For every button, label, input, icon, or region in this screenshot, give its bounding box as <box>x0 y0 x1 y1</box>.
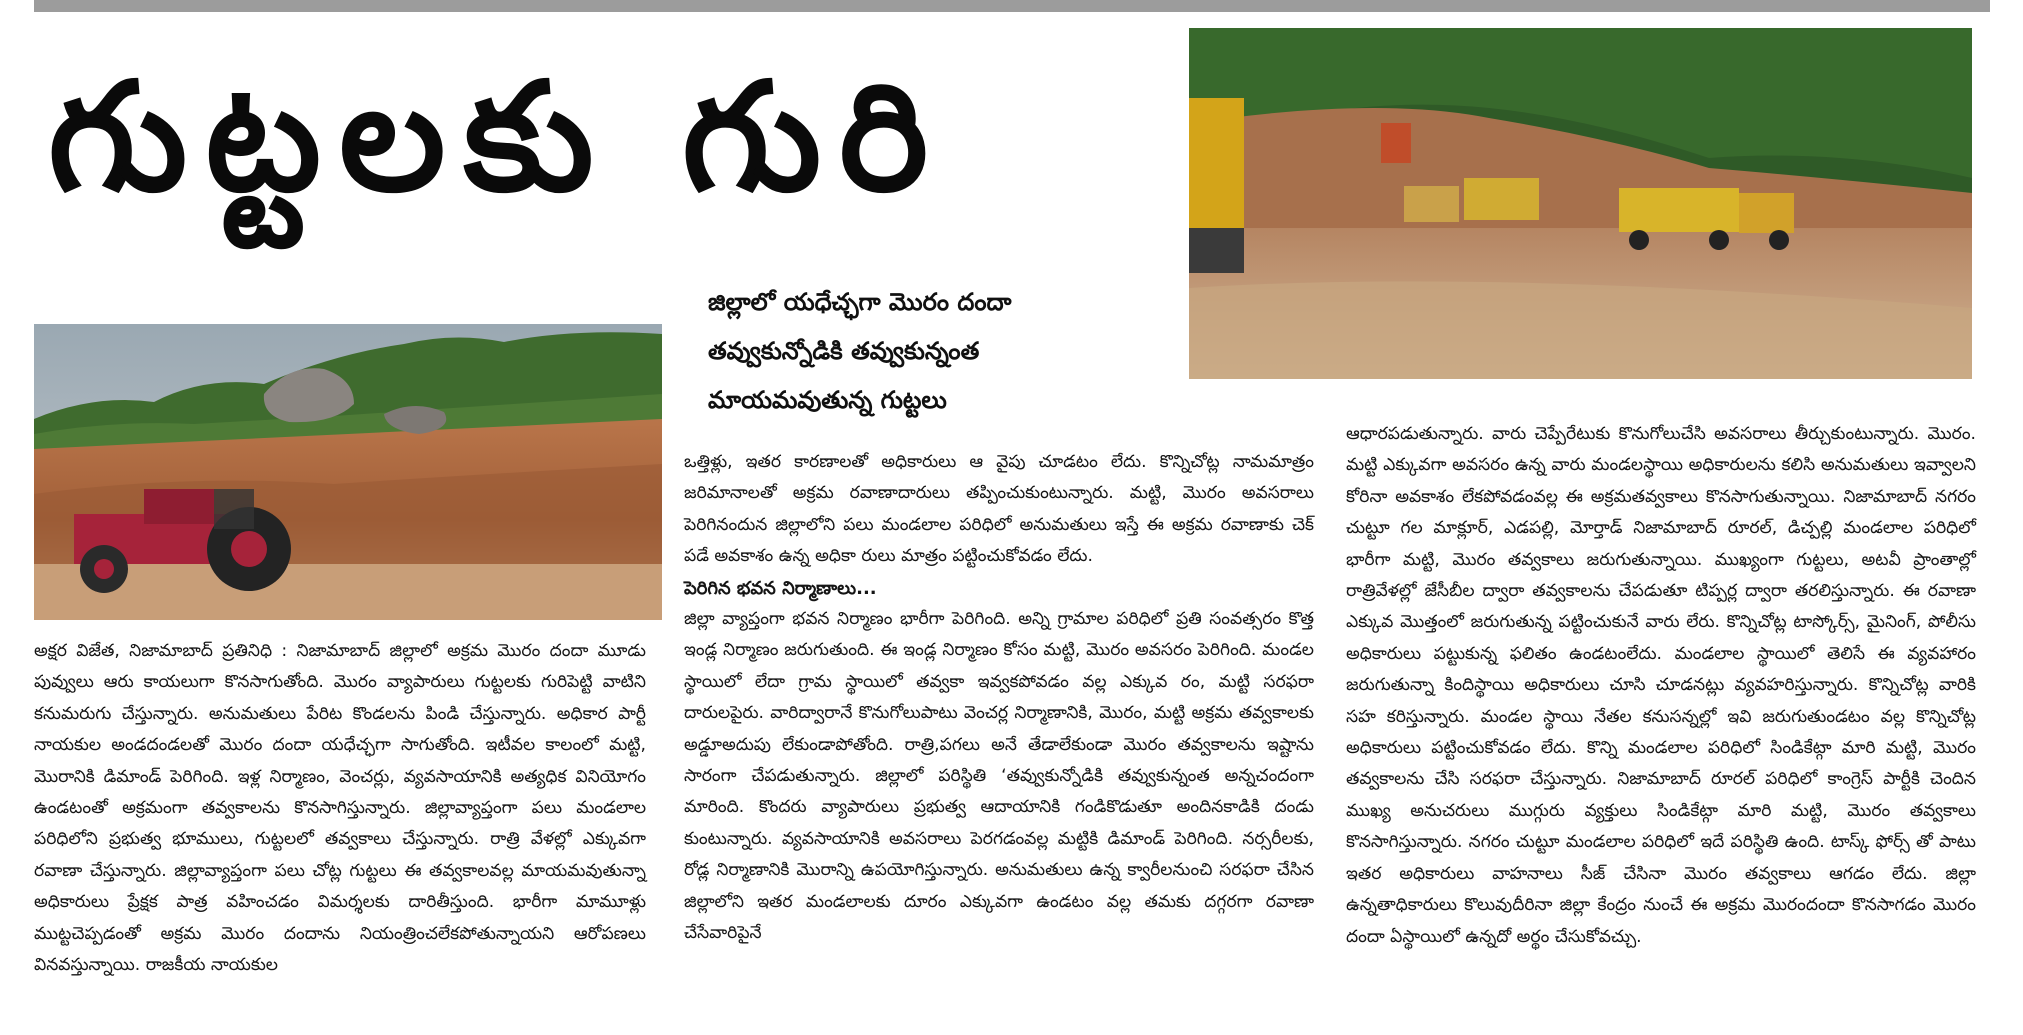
article-paragraph: ఆధారపడుతున్నారు. వారు చెప్పేరేటుకు కొనుగోలుచేసి అవసరాలు తీర్చుకుంటున్నారు. మొరం. మట్టి ఎక్కువగా అవసరం ఉన్న వారు మండలస్థాయి అధికారులను కలిసి అనుమతులు ఇవ్వాలని కోరినా అవకాశం లేకపోవడంవల్ల ఈ అక్రమతవ్వకాలు కొనసాగుతున్నాయి. నిజామాబాద్ నగరం చుట్టూ గల మాక్లూర్, ఎడపల్లి, మోర్తాడ్ నిజామాబాద్ రూరల్, డిచ్పల్లి మండలాల పరిధిలో భారీగా మట్టి, మొరం తవ్వకాలు జరుగుతున్నాయి. ముఖ్యంగా గుట్టలు, అటవీ ప్రాంతాల్లో రాత్రివేళల్లో జేసీబీల ద్వారా తవ్వకాలను చేపడుతూ టిప్పర్ల ద్వారా తరలిస్తున్నారు. ఈ రవాణా ఎక్కువ మొత్తంలో జరుగుతున్న పట్టించుకునే వారు లేరు. కొన్నిచోట్ల టాస్కోర్స్, మైనింగ్, పోలీసు అధికారులు పట్టుకున్న ఫలితం ఉండటంలేదు. మండలాల స్థాయిలో తెలిసే ఈ వ్యవహారం జరుగుతున్నా కిందిస్థాయి అధికారులు చూసి చూడనట్లు వ్యవహరిస్తున్నారు. కొన్నిచోట్ల వారికి సహ కరిస్తున్నారు. మండల స్థాయి నేతల కనుసన్నల్లో ఇవి జరుగుతుండటం వల్ల కొన్నిచోట్ల అధికారులు పట్టించుకోవడం లేదు. కొన్ని మండలాల పరిధిలో సిండికేట్గా మారి మట్టి, మొరం తవ్వకాలను చేసి సరఫరా చేస్తున్నారు. నిజామాబాద్ రూరల్ పరిధిలో కాంగ్రెస్ పార్టీకి చెందిన ముఖ్య అనుచరులు ముగ్గురు వ్యక్తులు సిండికేట్గా మారి మట్టి, మొరం తవ్వకాలు కొనసాగిస్తున్నారు. నగరం చుట్టూ మండలాల పరిధిలో ఇదే పరిస్థితి ఉంది. టాస్క్ ఫోర్స్ తో పాటు ఇతర అధికారులు వాహనాలు సీజ్ చేసినా మొరం తవ్వకాలు ఆగడం లేదు. జిల్లా ఉన్నతాధికారులు కొలువుదీరినా జిల్లా కేంద్రం నుంచే ఈ అక్రమ మొరందందా కొనసాగడం మొరం దందా ఏస్థాయిలో ఉన్నదో అర్థం చేసుకోవచ్చు. <box>1346 424 1976 947</box>
quarry-trucks-photo <box>1189 28 1972 379</box>
headline: గుట్టలకు గురి <box>48 51 947 225</box>
article-paragraph: జిల్లా వ్యాప్తంగా భవన నిర్మాణం భారీగా పెరిగింది. అన్ని గ్రామాల పరిధిలో ప్రతి సంవత్సరం కొత్త ఇండ్ల నిర్మాణం జరుగుతుంది. ఈ ఇండ్ల నిర్మాణం కోసం మట్టి, మొరం అవసరం పెరిగింది. మండల స్థాయిలో లేదా గ్రామ స్థాయిలో తవ్వకా ఇవ్వకపోవడం వల్ల ఎక్కువ రం, మట్టి సరఫరా దారులపైరు. వారిద్వారానే కొనుగోలుపాటు వెంచర్ల నిర్మాణానికి, మొరం, మట్టి అక్రమ తవ్వకాలకు అడ్డూఅదుపు లేకుండాపోతోంది. రాత్రి,పగలు అనే తేడాలేకుండా మొరం తవ్వకాలను ఇష్టాను సారంగా చేపడుతున్నారు. జిల్లాలో పరిస్థితి ‘తవ్వుకున్నోడికి తవ్వుకున్నంత అన్నచందంగా మారింది. కొందరు వ్యాపారులు ప్రభుత్వ ఆదాయానికి గండికొడుతూ అందినకాడికి దండు కుంటున్నారు. వ్యవసాయానికి అవసరాలు పెరగడంవల్ల మట్టికి డిమాండ్ పెరిగింది. నర్సరీలకు, రోడ్ల నిర్మాణానికి మొరాన్ని ఉపయోగిస్తున్నారు. అనుమతులు ఉన్న క్వారీలనుంచి సరఫరా చేసిన జిల్లాలోని ఇతర మండలాలకు దూరం ఎక్కువగా ఉండటం వల్ల తమకు దగ్గరగా రవాణా చేసేవారిపైనే <box>684 609 1314 944</box>
article-paragraph: అక్షర విజేత, నిజామాబాద్ ప్రతినిధి : నిజామాబాద్ జిల్లాలో అక్రమ మొరం దందా మూడు పువ్వులు ఆరు కాయలుగా కొనసాగుతోంది. మొరం వ్యాపారులు గుట్టలకు గురిపెట్టి వాటిని కనుమరుగు చేస్తున్నారు. అనుమతులు పేరిట కొండలను పిండి చేస్తున్నారు. అధికార పార్టీ నాయకుల అండదండలతో మొరం దందా యధేచ్ఛగా సాగుతోంది. ఇటీవల కాలంలో మట్టి, మొరానికి డిమాండ్ పెరిగింది. ఇళ్ల నిర్మాణం, వెంచర్లు, వ్యవసాయానికి అత్యధిక వినియోగం ఉండటంతో అక్రమంగా తవ్వకాలను కొనసాగిస్తున్నారు. జిల్లావ్యాప్తంగా పలు మండలాల పరిధిలోని ప్రభుత్వ భూములు, గుట్టలలో తవ్వకాలు చేస్తున్నారు. రాత్రి వేళల్లో ఎక్కువగా రవాణా చేస్తున్నారు. జిల్లావ్యాప్తంగా పలు చోట్ల గుట్టలు ఈ తవ్వకాలవల్ల మాయమవుతున్నా అధికారులు ప్రేక్షక పాత్ర వహించడం విమర్శలకు దారితీస్తుంది. భారీగా మామూళ్లు ముట్టచెప్పడంతో అక్రమ మొరం దందాను నియంత్రించలేకపోతున్నాయని ఆరోపణలు వినవస్తున్నాయి. రాజకీయ నాయకుల <box>34 641 646 976</box>
subheading-line: మాయమవుతున్న గుట్టలు <box>708 386 947 414</box>
top-rule <box>34 0 1990 12</box>
subheading-line: తవ్వుకున్నోడికి తవ్వుకున్నంత <box>708 337 980 365</box>
article-column-2 <box>684 447 1314 950</box>
subheading-line: జిల్లాలో యధేచ్ఛగా మొరం దందా <box>708 288 1012 316</box>
article-column-3 <box>1346 419 1976 953</box>
article-column-1 <box>34 636 646 981</box>
quarry-tractor-photo <box>34 324 662 620</box>
subheadings <box>708 278 1168 425</box>
article-paragraph: ఒత్తిళ్లు, ఇతర కారణాలతో అధికారులు ఆ వైపు చూడటం లేదు. కొన్నిచోట్ల నామమాత్రం జరిమానాలతో అక్రమ రవాణాదారులు తప్పించుకుంటున్నారు. మట్టి, మొరం అవసరాలు పెరిగినందున జిల్లాలోని పలు మండలాల పరిధిలో అనుమతులు ఇస్తే ఈ అక్రమ రవాణాకు చెక్ పడే అవకాశం ఉన్న అధికా రులు మాత్రం పట్టించుకోవడం లేదు. <box>684 452 1314 567</box>
section-heading: పెరిగిన భవన నిర్మాణాలు... <box>684 577 877 599</box>
